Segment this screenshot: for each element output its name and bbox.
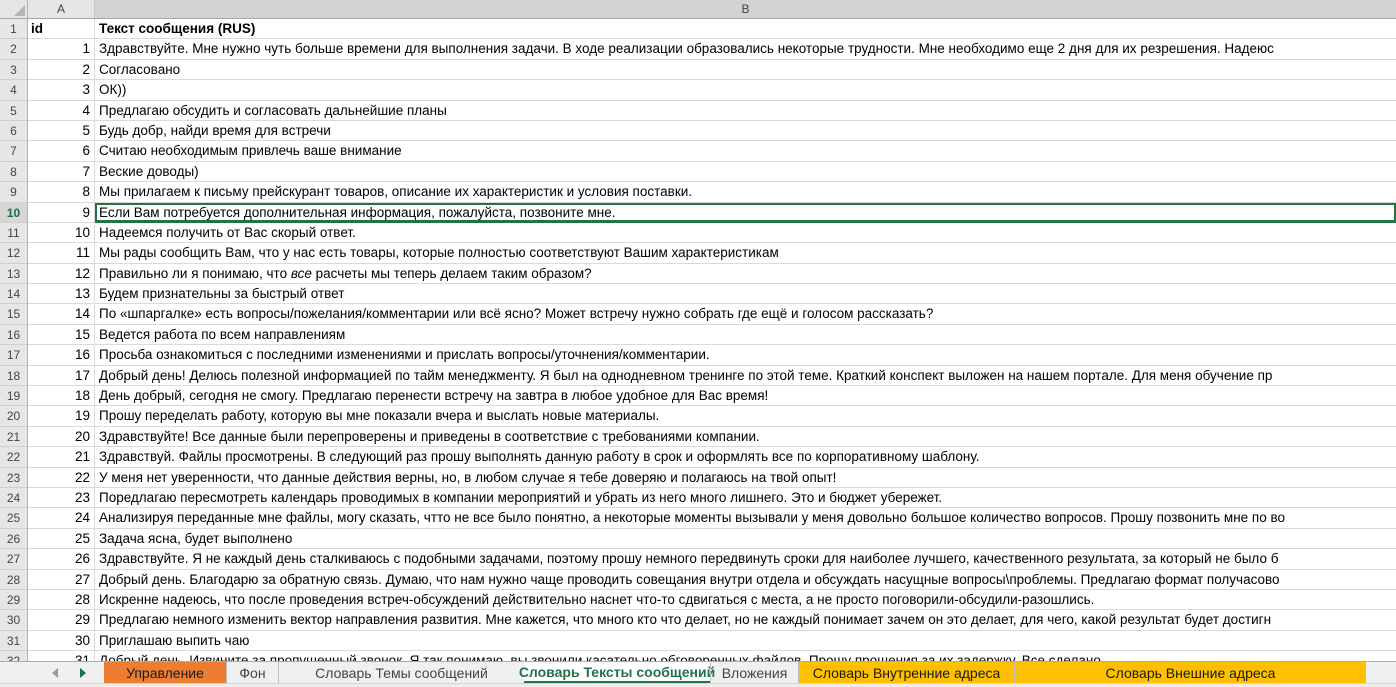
cell-id[interactable]: 11 (28, 243, 95, 263)
cell-text[interactable]: Прошу переделать работу, которую вы мне показали вчера и выслать новые материалы. (95, 406, 1396, 426)
cell-text[interactable]: Добрый день! Делюсь полезной информацией по тайм менеджменту. Я был на однодневном тренинге по этой теме. Краткий конспект выложен на нашем портале. Для меня обучение пр (95, 366, 1396, 386)
cell-text-part: все (290, 265, 312, 281)
row-header[interactable]: 7 (0, 141, 28, 161)
table-row (0, 345, 1396, 365)
cell-id[interactable]: 25 (28, 529, 95, 549)
cell-id[interactable]: 14 (28, 304, 95, 324)
table-row (0, 631, 1396, 651)
sheet-tab-bar (0, 661, 1396, 683)
row-header[interactable]: 4 (0, 80, 28, 100)
table-row (0, 488, 1396, 508)
table-row (0, 60, 1396, 80)
cell-text[interactable]: Предлагаю обсудить и согласовать дальнейшие планы (95, 101, 1396, 121)
cell-id[interactable]: 1 (28, 39, 95, 59)
cell-id[interactable]: id (28, 19, 95, 39)
row-header[interactable]: 18 (0, 366, 28, 386)
cell-id[interactable]: 22 (28, 468, 95, 488)
table-row (0, 162, 1396, 182)
cell-text[interactable]: Здравствуй. Файлы просмотрены. В следующий раз прошу выполнять данную работу в срок и оформлять все по корпоративному шаблону. (95, 447, 1396, 467)
sheet-tab-3[interactable]: Словарь Темы сообщений (278, 662, 524, 683)
row-header[interactable]: 14 (0, 284, 28, 304)
select-all-triangle-icon (14, 5, 25, 16)
cell-id[interactable]: 27 (28, 570, 95, 590)
cell-text[interactable]: Искренне надеюсь, что после проведения встреч-обсуждений действительно наснет что-то сдвигаться с места, а не просто поговорили-обсудили-разошлись. (95, 590, 1396, 610)
row-header[interactable]: 12 (0, 243, 28, 263)
tab-navigation (0, 662, 104, 683)
grid-rows (0, 19, 1396, 661)
row-header[interactable]: 1 (0, 19, 28, 39)
row-header[interactable]: 16 (0, 325, 28, 345)
table-row (0, 101, 1396, 121)
row-header[interactable]: 10 (0, 203, 28, 223)
table-row (0, 325, 1396, 345)
cell-text[interactable]: По «шпаргалке» есть вопросы/пожелания/комментарии или всё ясно? Может встречу нужно собрать где ещё и голосом рассказать? (95, 304, 1396, 324)
cell-text[interactable]: Будем признательны за быстрый ответ (95, 284, 1396, 304)
cell-text[interactable]: Если Вам потребуется дополнительная информация, пожалуйста, позвоните мне. (95, 203, 1396, 223)
table-row (0, 80, 1396, 100)
cell-text[interactable]: Текст сообщения (RUS) (95, 19, 1396, 39)
cell-text[interactable]: Мы рады сообщить Вам, что у нас есть товары, которые полностью соответствуют Вашим характеристикам (95, 243, 1396, 263)
row-header[interactable]: 27 (0, 549, 28, 569)
cell-text[interactable]: Просьба ознакомиться с последними изменениями и прислать вопросы/уточнения/комментарии. (95, 345, 1396, 365)
select-all-corner[interactable] (0, 0, 28, 18)
table-row (0, 529, 1396, 549)
sheet-tabs (104, 662, 1366, 683)
cell-text[interactable]: ОК)) (95, 80, 1396, 100)
row-header[interactable]: 8 (0, 162, 28, 182)
table-row (0, 570, 1396, 590)
cell-text[interactable]: Считаю необходимым привлечь ваше внимание (95, 141, 1396, 161)
cell-id[interactable]: 15 (28, 325, 95, 345)
row-header[interactable]: 17 (0, 345, 28, 365)
sheet-tab-6[interactable]: Словарь Внутренние адреса (798, 662, 1014, 683)
table-row (0, 141, 1396, 161)
table-row (0, 39, 1396, 59)
cell-id[interactable]: 7 (28, 162, 95, 182)
cell-id[interactable]: 3 (28, 80, 95, 100)
row-header[interactable]: 31 (0, 631, 28, 651)
column-header-b[interactable]: B (95, 0, 1396, 18)
table-row (0, 508, 1396, 528)
row-header[interactable]: 2 (0, 39, 28, 59)
cell-id[interactable]: 13 (28, 284, 95, 304)
cell-text-part: Правильно ли я понимаю, что (99, 265, 291, 281)
row-header[interactable]: 19 (0, 386, 28, 406)
table-row (0, 19, 1396, 39)
column-header-a[interactable]: A (28, 0, 95, 18)
table-row (0, 610, 1396, 630)
sheet-tab-4[interactable]: Словарь Тексты сообщений (524, 662, 710, 683)
cell-id[interactable]: 8 (28, 182, 95, 202)
cell-id[interactable]: 19 (28, 406, 95, 426)
cell-text[interactable]: Задача ясна, будет выполнено (95, 529, 1396, 549)
cell-id[interactable]: 18 (28, 386, 95, 406)
table-row (0, 121, 1396, 141)
tab-scroll-left-icon[interactable] (52, 668, 58, 678)
tab-scroll-right-icon[interactable] (80, 668, 86, 678)
cell-text[interactable]: Здравствуйте. Я не каждый день сталкиваюсь с подобными задачами, поэтому прошу немного передвинуть сроки для наиболее лучшего, качественного результата, за который не было б (95, 549, 1396, 569)
cell-text-part: расчеты мы теперь делаем таким образом? (311, 265, 592, 281)
table-row (0, 203, 1396, 223)
cell-id[interactable]: 4 (28, 101, 95, 121)
sheet-tab-5[interactable]: Вложения (710, 662, 798, 683)
row-header[interactable]: 5 (0, 101, 28, 121)
table-row (0, 243, 1396, 263)
table-row (0, 304, 1396, 324)
cell-id[interactable]: 21 (28, 447, 95, 467)
cell-text[interactable] (95, 264, 1396, 284)
table-row (0, 468, 1396, 488)
cell-text[interactable]: Поредлагаю пересмотреть календарь проводимых в компании мероприятий и убрать из него много лишнего. Это и бюджет убережет. (95, 488, 1396, 508)
sheet-tab-1[interactable]: Управление (104, 662, 226, 683)
cell-id[interactable]: 23 (28, 488, 95, 508)
cell-text[interactable]: Веские доводы) (95, 162, 1396, 182)
cell-text[interactable]: Предлагаю немного изменить вектор направления развития. Мне кажется, что много кто что делает, но не каждый понимает зачем он это делает, для чего, какой результат будет достигн (95, 610, 1396, 630)
row-header[interactable]: 21 (0, 427, 28, 447)
cell-id[interactable]: 12 (28, 264, 95, 284)
row-header[interactable]: 26 (0, 529, 28, 549)
row-header[interactable]: 28 (0, 570, 28, 590)
cell-text[interactable]: Добрый день. Благодарю за обратную связь. Думаю, что нам нужно чаще проводить совещания внутри отдела и обсуждать насущные вопросы\проблемы. Предлагаю формат получасово (95, 570, 1396, 590)
cell-id[interactable]: 2 (28, 60, 95, 80)
cell-id[interactable]: 5 (28, 121, 95, 141)
row-header[interactable]: 25 (0, 508, 28, 528)
cell-id[interactable]: 9 (28, 203, 95, 223)
table-row (0, 182, 1396, 202)
cell-text[interactable]: Ведется работа по всем направлениям (95, 325, 1396, 345)
table-row (0, 590, 1396, 610)
cell-id[interactable]: 28 (28, 590, 95, 610)
cell-text[interactable]: Будь добр, найди время для встречи (95, 121, 1396, 141)
table-row (0, 386, 1396, 406)
cell-id[interactable]: 10 (28, 223, 95, 243)
cell-text[interactable]: Надеемся получить от Вас скорый ответ. (95, 223, 1396, 243)
cell-id[interactable]: 17 (28, 366, 95, 386)
status-bar (0, 683, 1396, 687)
cell-id[interactable]: 24 (28, 508, 95, 528)
table-row (0, 284, 1396, 304)
row-header[interactable]: 30 (0, 610, 28, 630)
sheet-tab-7[interactable]: Словарь Внешние адреса (1014, 662, 1366, 683)
table-row (0, 427, 1396, 447)
row-header[interactable]: 20 (0, 406, 28, 426)
row-header[interactable]: 24 (0, 488, 28, 508)
row-header[interactable]: 13 (0, 264, 28, 284)
cell-text[interactable]: Приглашаю выпить чаю (95, 631, 1396, 651)
cell-id[interactable]: 6 (28, 141, 95, 161)
table-row (0, 223, 1396, 243)
cell-text[interactable]: Здравствуйте! Все данные были перепроверены и приведены в соответствие с требованиями компании. (95, 427, 1396, 447)
cell-text[interactable]: Анализируя переданные мне файлы, могу сказать, чтто не все было понятно, а некоторые моменты вызывали у меня довольно большое количество вопросов. Прошу позвонить мне по во (95, 508, 1396, 528)
cell-text[interactable]: День добрый, сегодня не смогу. Предлагаю перенести встречу на завтра в любое удобное для Вас время! (95, 386, 1396, 406)
cell-id[interactable]: 16 (28, 345, 95, 365)
row-header[interactable]: 15 (0, 304, 28, 324)
cell-text[interactable]: У меня нет уверенности, что данные действия верны, но, в любом случае я тебе доверяю и полагаюсь на твой опыт! (95, 468, 1396, 488)
table-row (0, 549, 1396, 569)
cell-text[interactable]: Здравствуйте. Мне нужно чуть больше времени для выполнения задачи. В ходе реализации образовались некоторые трудности. Мне необходимо еще 2 дня для их резрешения. Надеюс (95, 39, 1396, 59)
cell-id[interactable]: 30 (28, 631, 95, 651)
row-header[interactable]: 11 (0, 223, 28, 243)
table-row (0, 447, 1396, 467)
row-header[interactable]: 29 (0, 590, 28, 610)
row-header[interactable]: 9 (0, 182, 28, 202)
table-row (0, 366, 1396, 386)
table-row (0, 406, 1396, 426)
row-header[interactable]: 23 (0, 468, 28, 488)
row-header[interactable]: 22 (0, 447, 28, 467)
row-header[interactable]: 6 (0, 121, 28, 141)
cell-id[interactable]: 20 (28, 427, 95, 447)
table-row (0, 264, 1396, 284)
sheet-tab-2[interactable]: Фон (226, 662, 278, 683)
cell-text[interactable]: Согласовано (95, 60, 1396, 80)
column-headers (0, 0, 1396, 19)
row-header[interactable]: 3 (0, 60, 28, 80)
cell-text[interactable]: Мы прилагаем к письму прейскурант товаров, описание их характеристик и условия поставки. (95, 182, 1396, 202)
cell-id[interactable]: 29 (28, 610, 95, 630)
cell-id[interactable]: 26 (28, 549, 95, 569)
